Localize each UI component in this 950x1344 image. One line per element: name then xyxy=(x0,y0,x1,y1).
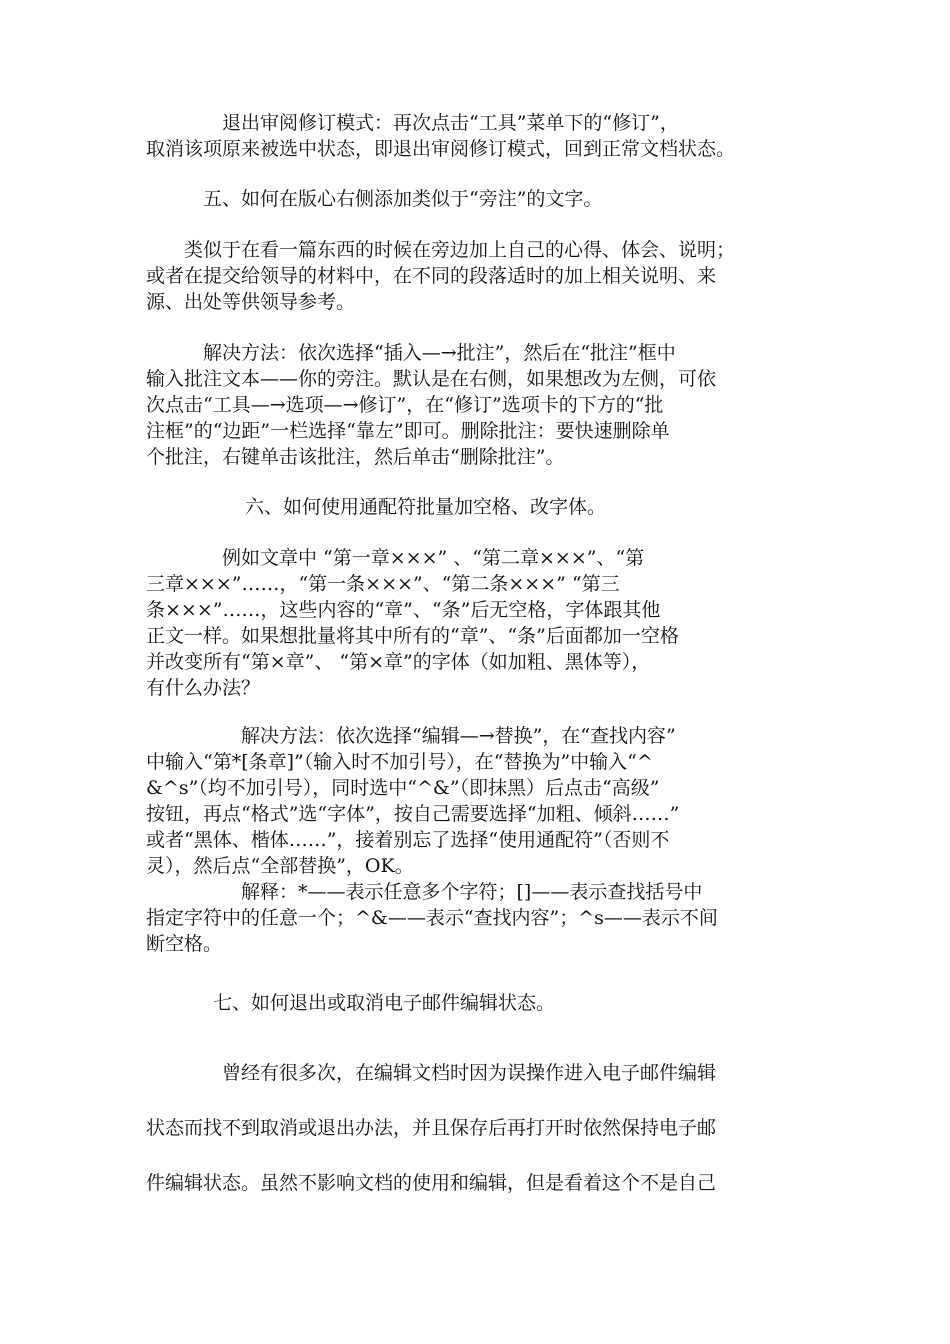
text-line: 指定字符中的任意一个；^&——表示“查找内容”；^s——表示不间 xyxy=(146,907,718,929)
text-line: 件编辑状态。虽然不影响文档的使用和编辑，但是看着这个不是自己 xyxy=(146,1172,717,1194)
text-line: 三章×××”……，“第一条×××”、“第二条×××” “第三 xyxy=(146,573,620,595)
text-line: 曾经有很多次，在编辑文档时因为误操作进入电子邮件编辑 xyxy=(146,1062,717,1084)
paragraph-wildcard-example xyxy=(146,545,810,701)
text-line: 取消该项原来被选中状态，即退出审阅修订模式，回到正常文档状态。 xyxy=(146,138,736,160)
text-line: 注框”的“边距”一栏选择“靠左”即可。删除批注：要快速删除单 xyxy=(146,420,670,442)
text-line: 有什么办法？ xyxy=(146,677,261,699)
text-line: 例如文章中 “第一章×××” 、“第二章×××”、“第 xyxy=(146,547,645,569)
text-line: 正文一样。如果想批量将其中所有的“章”、“条”后面都加一空格 xyxy=(146,625,679,647)
paragraph-wildcard-solution xyxy=(146,723,810,957)
text-line: 中输入“第*[条章]”（输入时不加引号），在“替换为”中输入“^ xyxy=(146,751,653,773)
text-line: 并改变所有“第×章”、 “第×章”的字体（如加粗、黑体等）， xyxy=(146,651,651,673)
text-line: 状态而找不到取消或退出办法，并且保存后再打开时依然保持电子邮 xyxy=(146,1117,717,1139)
paragraph-email-edit-state xyxy=(146,1046,810,1211)
paragraph-side-note-intro xyxy=(146,237,810,315)
text-line: 或者“黑体、楷体……”，接着别忘了选择“使用通配符”（否则不 xyxy=(146,829,670,851)
section-heading-6: 六、如何使用通配符批量加空格、改字体。 xyxy=(245,496,607,518)
section-heading-5: 五、如何在版心右侧添加类似于“旁注”的文字。 xyxy=(203,188,603,210)
text-line: 解决方法：依次选择“编辑—→替换”，在“查找内容” xyxy=(146,725,676,747)
text-line: 解释：*——表示任意多个字符；[]——表示查找括号中 xyxy=(146,881,703,903)
text-line: &^s”（均不加引号），同时选中“^&”（即抹黑）后点击“高级” xyxy=(146,777,660,799)
text-line: 次点击“工具—→选项—→修订”，在“修订”选项卡的下方的“批 xyxy=(146,394,664,416)
section-heading-7: 七、如何退出或取消电子邮件编辑状态。 xyxy=(213,992,556,1014)
text-line: 输入批注文本——你的旁注。默认是在右侧，如果想改为左侧，可依 xyxy=(146,368,717,390)
text-line: 条×××”……，这些内容的“章”、“条”后无空格，字体跟其他 xyxy=(146,599,661,621)
text-line: 按钮，再点“格式”选“字体”，按自己需要选择“加粗、倾斜……” xyxy=(146,803,680,825)
paragraph-exit-revision-mode xyxy=(146,110,810,162)
text-line: 类似于在看一篇东西的时候在旁边加上自己的心得、体会、说明； xyxy=(146,239,736,261)
text-line: 或者在提交给领导的材料中，在不同的段落适时的加上相关说明、来 xyxy=(146,265,717,287)
text-line: 退出审阅修订模式：再次点击“工具”菜单下的“修订”， xyxy=(146,112,679,134)
text-line: 灵），然后点“全部替换”，OK。 xyxy=(146,855,414,877)
text-line: 源、出处等供领导参考。 xyxy=(146,291,356,313)
text-line: 断空格。 xyxy=(146,933,223,955)
paragraph-side-note-solution xyxy=(146,340,810,470)
text-line: 个批注，右键单击该批注，然后单击“删除批注”。 xyxy=(146,446,565,468)
text-line: 解决方法：依次选择“插入—→批注”，然后在“批注”框中 xyxy=(146,342,676,364)
